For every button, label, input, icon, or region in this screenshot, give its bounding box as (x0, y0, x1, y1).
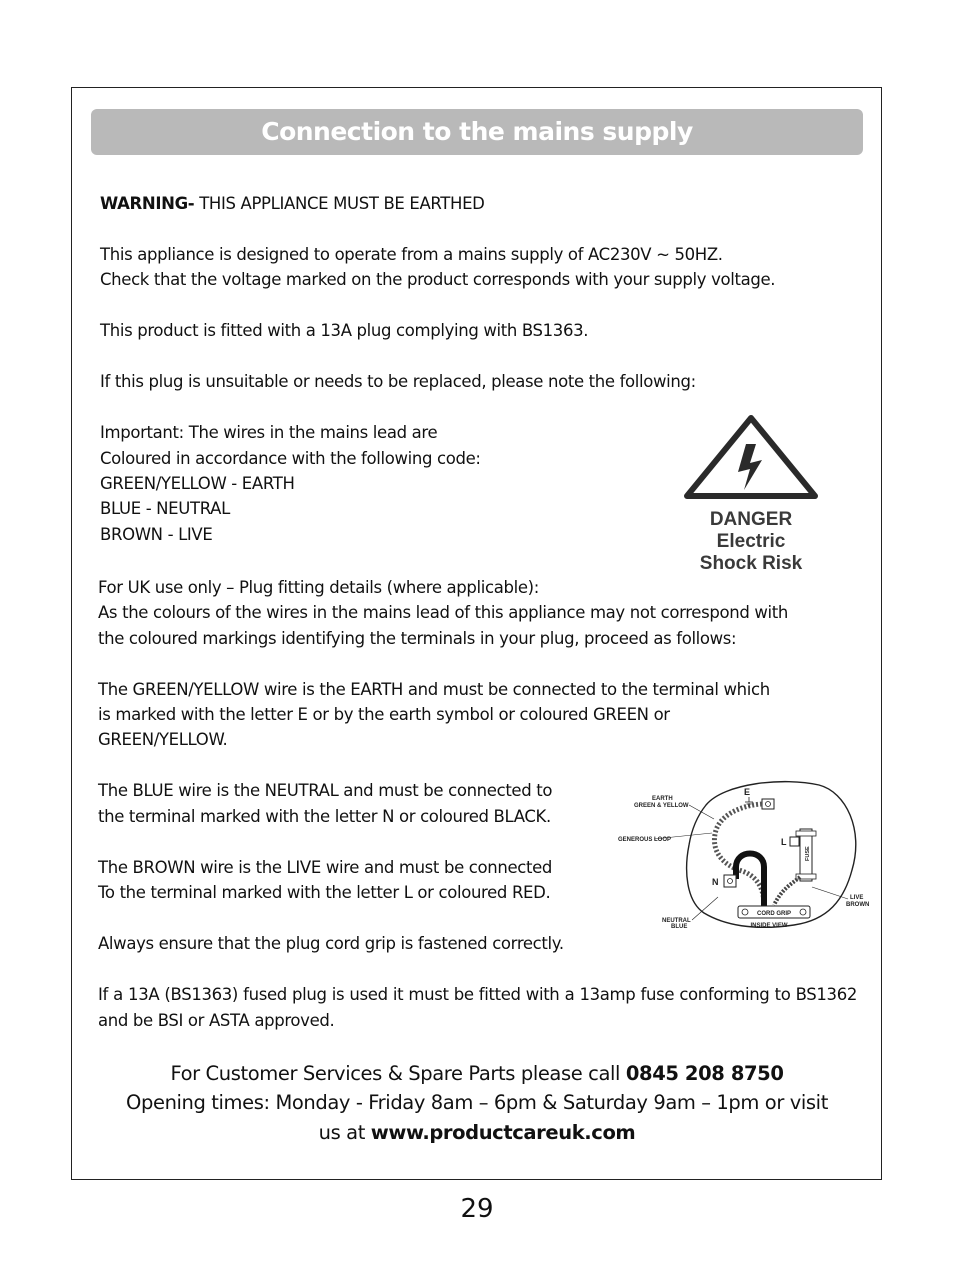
uk-use-line-3: the coloured markings identifying the terminals in your plug, proceed as follows: (98, 629, 737, 648)
earth-terminal (762, 799, 774, 809)
inside-view-label: INSIDE VIEW (750, 923, 788, 929)
earth-sub-label: GREEN & YELLOW (634, 803, 689, 809)
live-terminal (790, 837, 799, 846)
footer-call-text: For Customer Services & Spare Parts please call (170, 1062, 626, 1085)
warning-text: THIS APPLIANCE MUST BE EARTHED (194, 194, 485, 213)
cord-grip-label: CORD GRIP (756, 911, 792, 917)
letter-l: L (781, 837, 787, 847)
wire-neutral: BLUE - NEUTRAL (100, 499, 230, 518)
green-yellow-line-3: GREEN/YELLOW. (98, 730, 228, 749)
brown-line-2: To the terminal marked with the letter L or coloured RED. (98, 883, 551, 902)
neutral-leader-line (692, 897, 718, 920)
neutral-label: NEUTRAL (662, 918, 691, 924)
footer-line-3 (72, 1118, 882, 1148)
danger-sign-line-3: Shock Risk (699, 553, 803, 574)
warning-line (100, 191, 485, 217)
wire-earth: GREEN/YELLOW - EARTH (100, 474, 295, 493)
green-yellow-line-1: The GREEN/YELLOW wire is the EARTH and must be connected to the terminal which (98, 680, 770, 699)
plug-wiring-diagram (614, 775, 876, 933)
neutral-terminal (724, 875, 736, 887)
earth-leader-line (689, 805, 714, 819)
green-yellow-line-2: is marked with the letter E or by the earth symbol or coloured GREEN or (98, 705, 670, 724)
footer-visit-text: us at (318, 1121, 371, 1144)
page-title: Connection to the mains supply (91, 109, 863, 155)
brown-line-1: The BROWN wire is the LIVE wire and must be connected (98, 858, 553, 877)
warning-label: WARNING- (100, 194, 195, 213)
live-wire (774, 877, 800, 905)
uk-use-line-2: As the colours of the wires in the mains lead of this appliance may not correspond with (98, 603, 788, 622)
fuse-label: FUSE (805, 846, 811, 861)
wires-line-2: Coloured in accordance with the following code: (100, 449, 481, 468)
blue-line-2: the terminal marked with the letter N or coloured BLACK. (98, 807, 551, 826)
blue-line-1: The BLUE wire is the NEUTRAL and must be connected to (98, 781, 553, 800)
letter-e: E (744, 787, 751, 797)
loop-label: GENEROUS LOOP (618, 837, 672, 843)
plug-fitted-text: This product is fitted with a 13A plug complying with BS1363. (100, 321, 589, 340)
cord-grip-text: Always ensure that the plug cord grip is fastened correctly. (98, 934, 564, 953)
danger-warning-sign (680, 412, 822, 577)
neutral-wire (736, 854, 764, 908)
footer-line-2: Opening times: Monday - Friday 8am – 6pm & Saturday 9am – 1pm or visit (126, 1091, 828, 1114)
live-sub-label: BROWN (846, 902, 870, 908)
footer-phone: 0845 208 8750 (625, 1062, 784, 1085)
live-label: LIVE (850, 895, 864, 901)
earth-label: EARTH (652, 796, 673, 802)
wire-live: BROWN - LIVE (100, 525, 213, 544)
wires-line-1: Important: The wires in the mains lead are (100, 423, 438, 442)
unsuitable-text: If this plug is unsuitable or needs to be replaced, please note the following: (100, 372, 696, 391)
footer-line-1 (72, 1059, 882, 1089)
page-number: 29 (460, 1194, 494, 1224)
letter-n: N (712, 877, 719, 887)
footer-website-link[interactable]: www.productcareuk.com (370, 1121, 636, 1144)
fuse-clip-top (796, 831, 816, 836)
danger-sign-line-2: Electric (716, 531, 786, 552)
uk-use-line-1: For UK use only – Plug fitting details (where applicable): (98, 578, 539, 597)
supply-line-1: This appliance is designed to operate from a mains supply of AC230V ~ 50HZ. (100, 245, 723, 264)
danger-sign-line-1: DANGER (709, 509, 793, 530)
fuse-text: If a 13A (BS1363) fused plug is used it must be fitted with a 13amp fuse conforming to BS1362 and be BSI or ASTA approved. (98, 985, 857, 1030)
neutral-sub-label: BLUE (671, 924, 688, 930)
supply-line-2: Check that the voltage marked on the product corresponds with your supply voltage. (100, 270, 776, 289)
